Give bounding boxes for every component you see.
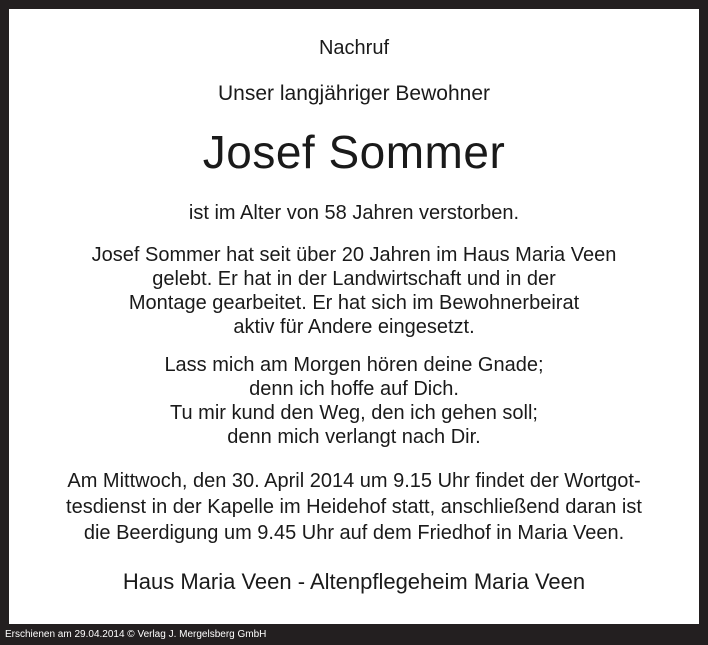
biography-line: gelebt. Er hat in der Landwirtschaft und in der: [152, 268, 556, 290]
obituary-notice: [9, 9, 699, 624]
notice-heading: Nachruf: [318, 37, 390, 59]
notice-subtitle: Unser langjähriger Bewohner: [218, 82, 490, 105]
age-line: ist im Alter von 58 Jahren verstorben.: [188, 202, 520, 224]
biography-line: aktiv für Andere eingesetzt.: [233, 316, 475, 338]
verse-paragraph: [9, 353, 699, 449]
funeral-line: tesdienst in der Kapelle im Heidehof statt, anschließend daran ist: [66, 496, 642, 518]
funeral-line: Am Mittwoch, den 30. April 2014 um 9.15 Uhr findet der Wortgot-: [67, 470, 641, 492]
deceased-name: Josef Sommer: [202, 126, 506, 178]
biography-line: Montage gearbeitet. Er hat sich im Bewohnerbeirat: [128, 292, 580, 314]
signature-line: Haus Maria Veen - Altenpflegeheim Maria Veen: [122, 569, 586, 594]
verse-line: denn ich hoffe auf Dich.: [249, 378, 459, 400]
verse-line: Tu mir kund den Weg, den ich gehen soll;: [170, 402, 538, 424]
funeral-line: die Beerdigung um 9.45 Uhr auf dem Friedhof in Maria Veen.: [83, 522, 625, 544]
biography-paragraph: [9, 243, 699, 339]
funeral-paragraph: [9, 468, 699, 546]
verse-line: Lass mich am Morgen hören deine Gnade;: [164, 354, 544, 376]
biography-line: Josef Sommer hat seit über 20 Jahren im Haus Maria Veen: [91, 244, 617, 266]
publication-footer: Erschienen am 29.04.2014 © Verlag J. Mergelsberg GmbH: [5, 629, 267, 640]
verse-line: denn mich verlangt nach Dir.: [227, 426, 481, 448]
